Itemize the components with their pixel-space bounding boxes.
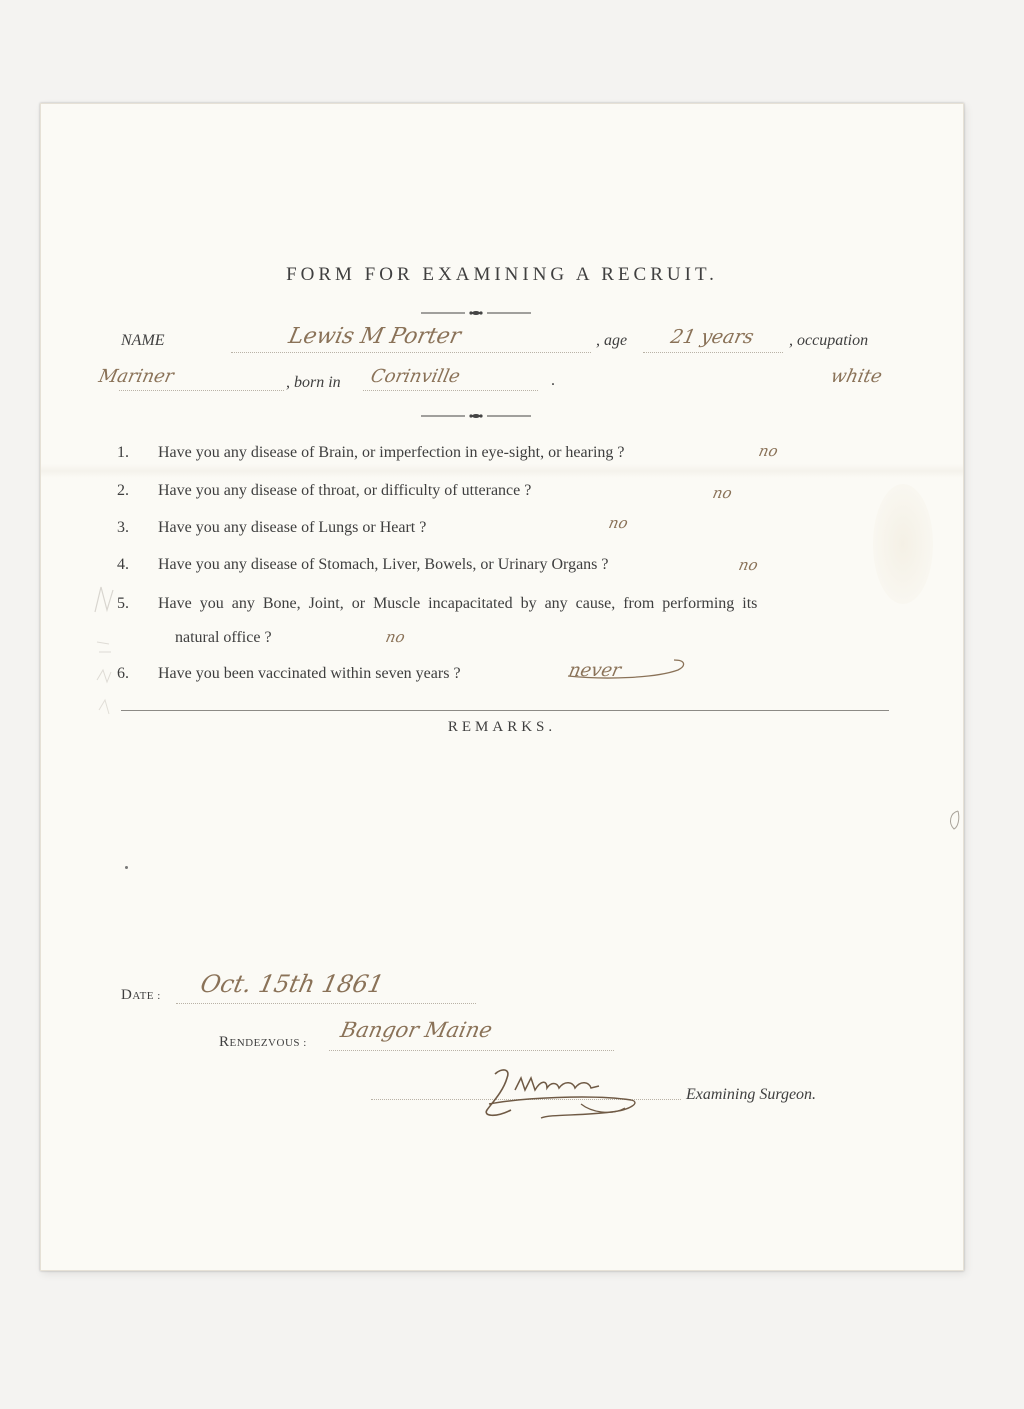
- rendezvous-label: RENDEZVOUS :: [219, 1034, 307, 1050]
- question-text: Have you been vaccinated within seven years ?: [158, 665, 461, 682]
- name-field-line: [231, 352, 591, 353]
- signature: [481, 1064, 651, 1120]
- paper-fold: [41, 464, 963, 478]
- born-label: , born in: [286, 374, 341, 391]
- complexion-value: white: [828, 366, 884, 387]
- answer-2: no: [711, 484, 734, 502]
- occupation-label: , occupation: [789, 332, 869, 349]
- remarks-heading: REMARKS.: [447, 719, 557, 735]
- question-number: 2.: [117, 482, 129, 499]
- question-number: 3.: [117, 519, 129, 536]
- age-value: 21 years: [668, 326, 756, 348]
- section-ornament: [421, 412, 531, 420]
- answer-6-flourish: [566, 656, 691, 682]
- date-value: Oct. 15th 1861: [198, 970, 387, 998]
- age-field-line: [643, 352, 783, 353]
- question-number: 4.: [117, 556, 129, 573]
- question-number: 6.: [117, 665, 129, 682]
- name-value: Lewis M Porter: [286, 324, 464, 349]
- born-end-period: .: [551, 372, 555, 389]
- question-text: Have you any disease of Brain, or imperfection in eye-sight, or hearing ?: [158, 444, 625, 461]
- answer-4: no: [737, 556, 760, 574]
- answer-5: no: [384, 628, 407, 646]
- paper-stain: [873, 484, 933, 604]
- question-text: Have you any Bone, Joint, or Muscle incapacitated by any cause, from performing its: [158, 595, 758, 612]
- edge-mark: [948, 809, 960, 831]
- age-label: , age: [596, 332, 628, 349]
- answer-1: no: [757, 442, 780, 460]
- born-field-line: [363, 390, 538, 391]
- born-value: Corinville: [368, 366, 462, 387]
- name-label: NAME: [121, 332, 165, 349]
- question-number: 1.: [117, 444, 129, 461]
- rendezvous-field-line: [329, 1050, 614, 1051]
- date-field-line: [176, 1003, 476, 1004]
- surgeon-label: Examining Surgeon.: [686, 1086, 817, 1103]
- rendezvous-value: Bangor Maine: [338, 1018, 495, 1042]
- date-label: DATE :: [121, 987, 161, 1003]
- form-title: FORM FOR EXAMINING A RECRUIT.: [286, 264, 718, 285]
- occupation-value: Mariner: [96, 366, 176, 387]
- question-text: Have you any disease of Lungs or Heart ?: [158, 519, 427, 536]
- occupation-field-line: [119, 390, 284, 391]
- answer-6: never: [566, 660, 623, 681]
- question-text: Have you any disease of Stomach, Liver, Bowels, or Urinary Organs ?: [158, 556, 609, 573]
- remarks-divider: [121, 710, 889, 711]
- question-text: Have you any disease of throat, or difficulty of utterance ?: [158, 482, 532, 499]
- ink-dot: [125, 866, 128, 869]
- question-text-continued: natural office ?: [175, 629, 272, 646]
- answer-3: no: [607, 514, 630, 532]
- document-page: [40, 103, 964, 1271]
- question-number: 5.: [117, 595, 129, 612]
- title-ornament: [421, 309, 531, 317]
- pencil-marginalia: [89, 582, 129, 732]
